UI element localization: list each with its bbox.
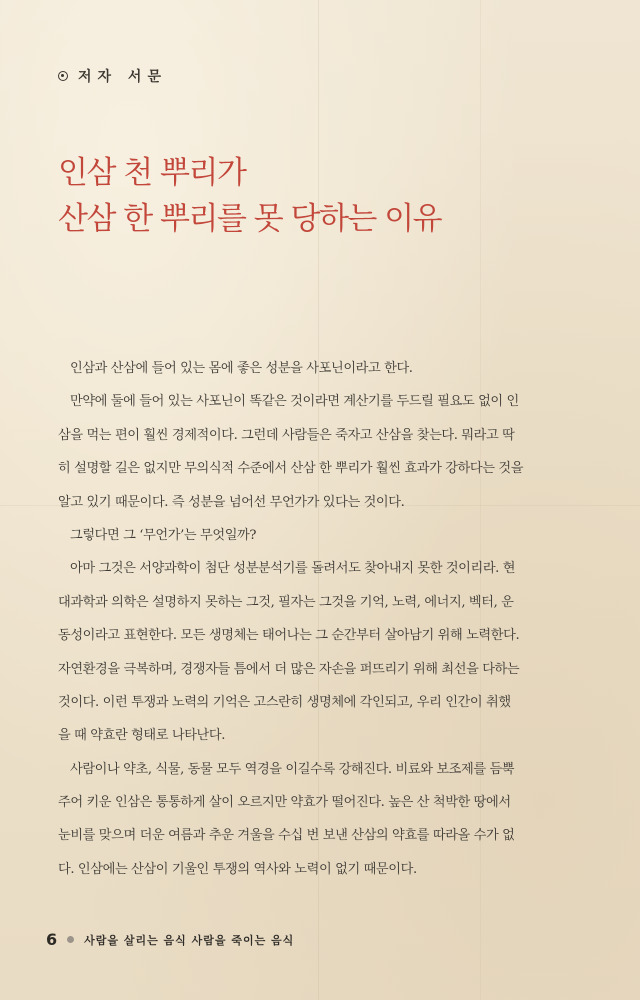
section-label	[58, 66, 167, 86]
body-line: 동성이라고 표현한다. 모든 생명체는 태어나는 그 순간부터 살아남기 위해 노력한다.	[58, 628, 520, 644]
body-line: 것이다. 이런 투쟁과 노력의 기억은 고스란히 생명체에 각인되고, 우리 인간이 취했	[58, 694, 511, 710]
body-text	[58, 352, 604, 886]
running-book-title: 사람을 살리는 음식 사람을 죽이는 음식	[84, 933, 295, 947]
body-line: 사람이나 약초, 식물, 동물 모두 역경을 이길수록 강해진다. 비료와 보조제를 듬뿍	[70, 761, 515, 777]
bullet-circle-icon	[58, 71, 68, 81]
body-line: 대과학과 의학은 설명하지 못하는 그것, 필자는 그것을 기억, 노력, 에너지, 벡터, 운	[58, 594, 514, 610]
body-line: 을 때 약효란 형태로 나타난다.	[58, 728, 226, 744]
body-line: 알고 있기 때문이다. 즉 성분을 넘어선 무언가가 있다는 것이다.	[58, 494, 405, 510]
body-line: 인삼과 산삼에 들어 있는 몸에 좋은 성분을 사포닌이라고 한다.	[70, 361, 413, 376]
chapter-title	[58, 150, 441, 242]
page-number: 6	[46, 930, 58, 949]
body-line: 눈비를 맞으며 더운 여름과 추운 겨울을 수십 번 보낸 산삼의 약효를 따라올 수가 없	[58, 828, 515, 844]
chapter-title-line-2: 산삼 한 뿌리를 못 당하는 이유	[58, 201, 442, 237]
footer-dot-icon	[67, 936, 74, 943]
body-line: 자연환경을 극복하며, 경쟁자들 틈에서 더 많은 자손을 퍼뜨리기 위해 최선을 다하는	[58, 661, 520, 677]
body-line: 주어 키운 인삼은 통통하게 살이 오르지만 약효가 떨어진다. 높은 산 척박한 땅에서	[58, 795, 511, 811]
body-line: 히 설명할 길은 없지만 무의식적 수준에서 산삼 한 뿌리가 훨씬 효과가 강하다는 것을	[58, 461, 524, 477]
body-line: 아마 그것은 서양과학이 첨단 성분분석기를 돌려서도 찾아내지 못한 것이리라. 현	[70, 561, 516, 577]
body-line: 삼을 먹는 편이 훨씬 경제적이다. 그런데 사람들은 죽자고 산삼을 찾는다. 뭐라고 딱	[58, 427, 515, 443]
section-label-text: 저자 서문	[78, 69, 167, 85]
chapter-title-line-1: 인삼 천 뿌리가	[58, 155, 246, 191]
body-line: 다. 인삼에는 산삼이 기울인 투쟁의 역사와 노력이 없기 때문이다.	[58, 861, 417, 877]
page-footer	[46, 930, 294, 949]
body-line: 만약에 둘에 들어 있는 사포닌이 똑같은 것이라면 계산기를 두드릴 필요도 없이 인	[70, 394, 519, 410]
body-line: 그렇다면 그 ‘무언가’는 무엇일까?	[70, 527, 257, 543]
